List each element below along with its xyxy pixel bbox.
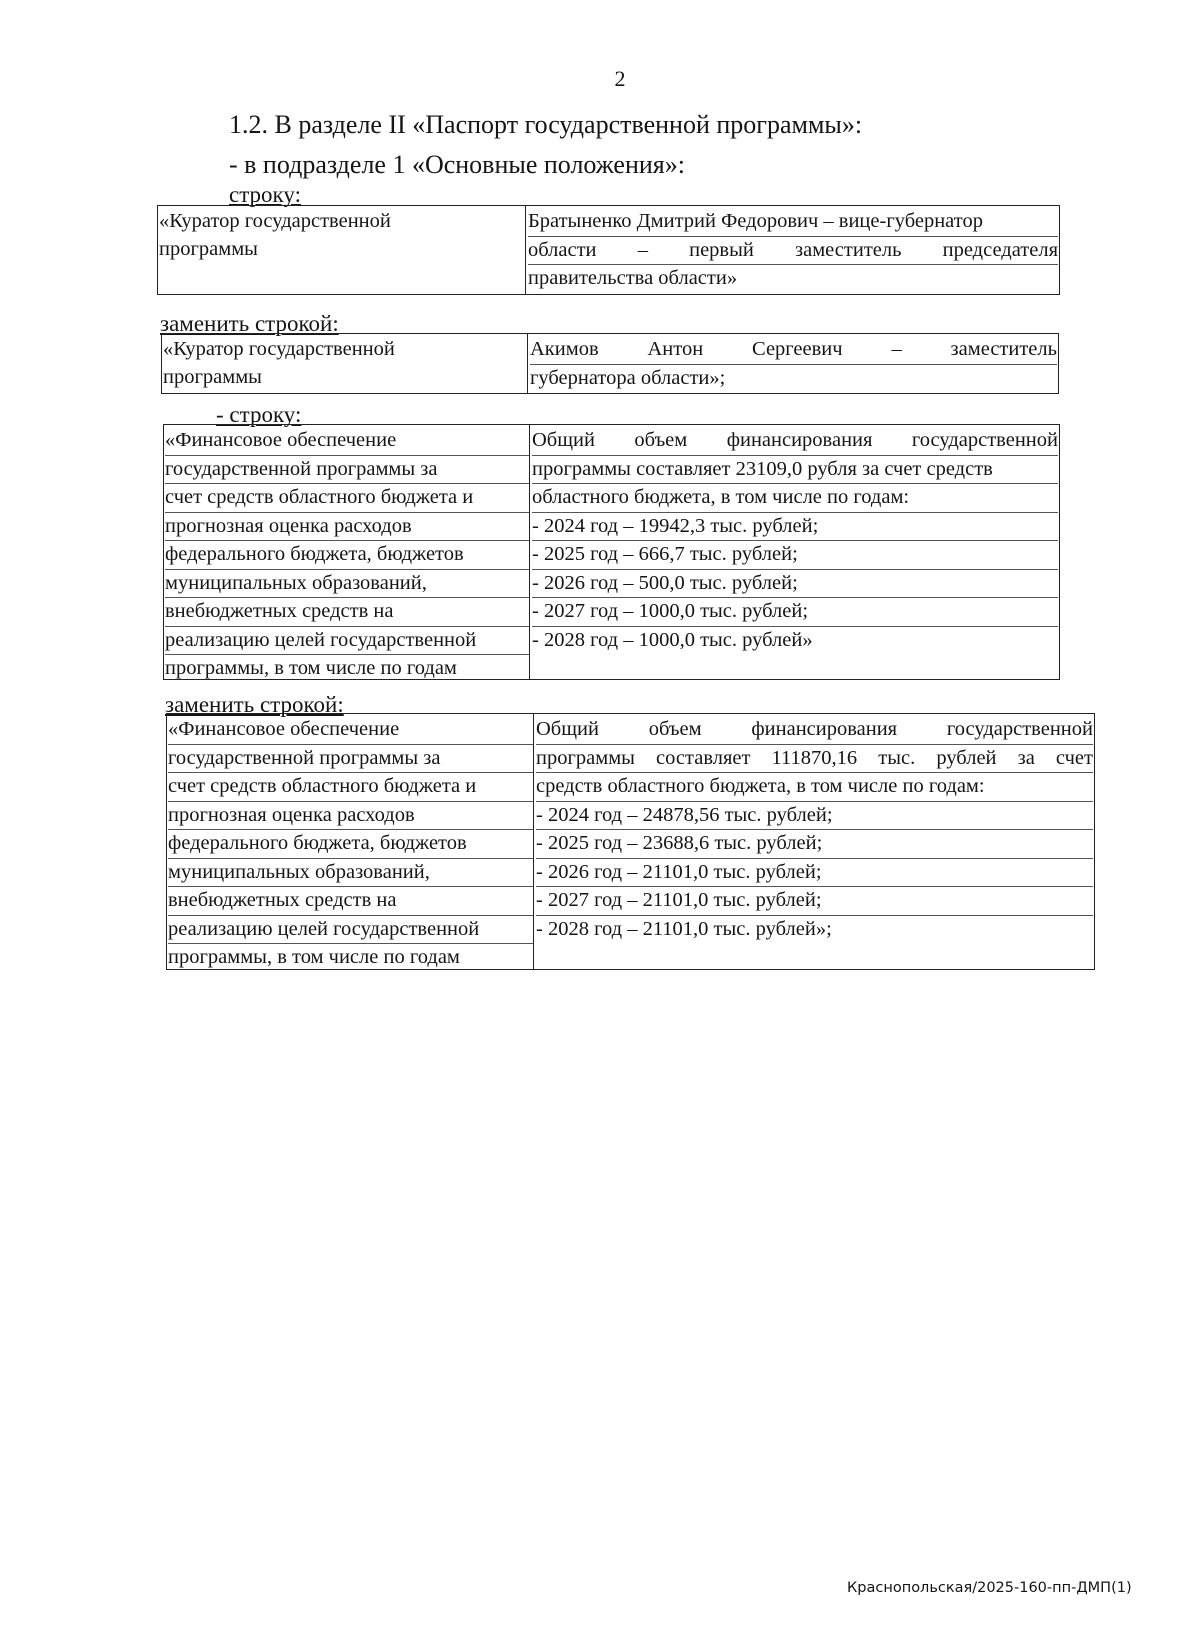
curator-old-table bbox=[157, 205, 1060, 295]
table-line: областного бюджета, в том числе по годам: bbox=[532, 484, 1058, 513]
table-line: «Финансовое обеспечение bbox=[165, 427, 529, 456]
curator-old-left-cell bbox=[158, 206, 526, 294]
table-line: - 2027 год – 21101,0 тыс. рублей; bbox=[536, 887, 1093, 916]
table-line: государственной программы за bbox=[168, 745, 533, 774]
table-line: - 2024 год – 19942,3 тыс. рублей; bbox=[532, 513, 1058, 542]
page-number: 2 bbox=[614, 66, 626, 91]
table-line: Общий объем финансирования государственной bbox=[536, 716, 1093, 745]
finance-new-left-cell bbox=[167, 714, 534, 969]
table-line: программы составляет 111870,16 тыс. рублей за счет bbox=[536, 745, 1093, 774]
table-line: счет средств областного бюджета и bbox=[165, 484, 529, 513]
finance-new-table bbox=[166, 713, 1095, 970]
table-line: реализацию целей государственной bbox=[168, 916, 533, 945]
table-line: программы bbox=[159, 237, 258, 260]
subsection-heading: - в подразделе 1 «Основные положения»: bbox=[229, 150, 685, 179]
table-line: прогнозная оценка расходов bbox=[168, 802, 533, 831]
table-line: «Куратор государственной bbox=[159, 210, 391, 232]
curator-new-left-cell bbox=[162, 334, 528, 393]
table-line: внебюджетных средств на bbox=[165, 598, 529, 627]
curator-new-table bbox=[161, 333, 1059, 394]
table-line: программы составляет 23109,0 рубля за счет средств bbox=[532, 456, 1058, 485]
finance-old-table bbox=[163, 424, 1060, 680]
curator-new-right-cell bbox=[528, 334, 1058, 393]
section-heading: 1.2. В разделе II «Паспорт государственной программы»: bbox=[229, 110, 863, 139]
table-line: - 2025 год – 666,7 тыс. рублей; bbox=[532, 541, 1058, 570]
table-line: федерального бюджета, бюджетов bbox=[168, 830, 533, 859]
label-replace-1 bbox=[160, 312, 339, 335]
table-line: правительства области» bbox=[528, 267, 738, 289]
table-line: Акимов Антон Сергеевич – заместитель bbox=[530, 336, 1057, 365]
table-line: государственной программы за bbox=[165, 456, 529, 485]
finance-new-right-cell bbox=[534, 714, 1094, 969]
table-line: программы bbox=[163, 365, 262, 388]
table-line: - 2026 год – 21101,0 тыс. рублей; bbox=[536, 859, 1093, 888]
label-text: - строку: bbox=[216, 402, 302, 427]
finance-old-left-cell bbox=[164, 425, 530, 679]
table-line: - 2028 год – 21101,0 тыс. рублей»; bbox=[536, 917, 832, 940]
table-line: счет средств областного бюджета и bbox=[168, 773, 533, 802]
table-line: губернатора области»; bbox=[530, 366, 726, 389]
table-line: - 2026 год – 500,0 тыс. рублей; bbox=[532, 570, 1058, 599]
table-line: - 2028 год – 1000,0 тыс. рублей» bbox=[532, 628, 813, 651]
table-line: - 2027 год – 1000,0 тыс. рублей; bbox=[532, 598, 1058, 627]
table-line: программы, в том числе по годам bbox=[168, 946, 460, 968]
curator-old-right-cell bbox=[526, 206, 1059, 294]
document-footer-code: Краснопольская/2025-160-пп-ДМП(1) bbox=[847, 1580, 1132, 1596]
table-line: программы, в том числе по годам bbox=[165, 657, 457, 679]
table-line: - 2025 год – 23688,6 тыс. рублей; bbox=[536, 830, 1093, 859]
label-text: заменить строкой: bbox=[160, 311, 339, 336]
table-line: области – первый заместитель председателя bbox=[528, 237, 1058, 266]
table-line: муниципальных образований, bbox=[165, 570, 529, 599]
label-stroku bbox=[229, 183, 301, 206]
table-line: Общий объем финансирования государственной bbox=[532, 427, 1058, 456]
table-line: внебюджетных средств на bbox=[168, 887, 533, 916]
label-text: заменить строкой: bbox=[165, 692, 344, 717]
table-line: «Финансовое обеспечение bbox=[168, 716, 533, 745]
table-line: прогнозная оценка расходов bbox=[165, 513, 529, 542]
label-stroku-2 bbox=[216, 403, 301, 426]
table-line: средств областного бюджета, в том числе по годам: bbox=[536, 773, 1093, 802]
table-line: «Куратор государственной bbox=[163, 338, 395, 360]
finance-old-right-cell bbox=[530, 425, 1059, 679]
table-line: федерального бюджета, бюджетов bbox=[165, 541, 529, 570]
table-line: Братыненко Дмитрий Федорович – вице-губернатор bbox=[528, 208, 1058, 237]
table-line: муниципальных образований, bbox=[168, 859, 533, 888]
label-text: строку: bbox=[229, 182, 301, 207]
table-line: - 2024 год – 24878,56 тыс. рублей; bbox=[536, 802, 1093, 831]
table-line: реализацию целей государственной bbox=[165, 627, 529, 656]
